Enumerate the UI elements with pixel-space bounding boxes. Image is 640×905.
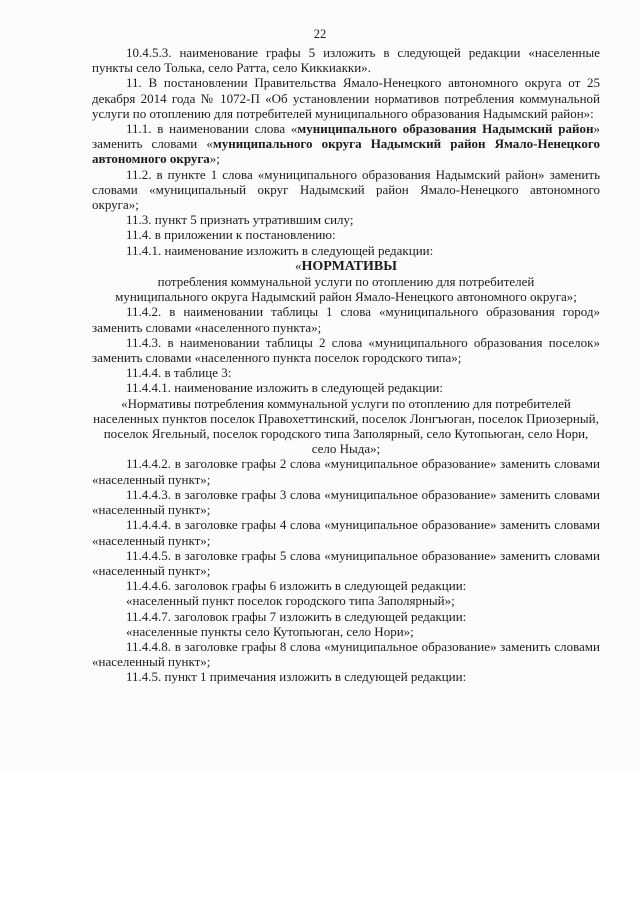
paragraph-11-4-4-5: 11.4.4.5. в заголовке графы 5 слова «муниципальное образование» заменить словами «населенный пункт»;	[92, 547, 600, 578]
paragraph-11-4-3: 11.4.3. в наименовании таблицы 2 слова «муниципального образования поселок» заменить словами «населенного пункта поселок городского типа»;	[92, 334, 600, 366]
paragraph-11: 11. В постановлении Правительства Ямало-Ненецкого автономного округа от 25 декабря 2014 года № 1072-П «Об установлении нормативов потребления коммунальной услуги по отоплению для потребителей муниципального образования Надымский район»:	[92, 75, 600, 121]
paragraph-10-4-5-3: 10.4.5.3. наименование графы 5 изложить в следующей редакции «населенные пункты село Толька, село Ратта, село Киккиакки».	[92, 45, 600, 76]
paragraph-11-4-1: 11.4.1. наименование изложить в следующей редакции:	[126, 242, 434, 258]
paragraph-11-4-4-8: 11.4.4.8. в заголовке графы 8 слова «муниципальное образование» заменить словами «населенный пункт»;	[92, 638, 600, 670]
table3-new-name: «Нормативы потребления коммунальной услуги по отоплению для потребителей населенных пунктов поселок Правохеттинский, поселок Лонгъюган, поселок Приозерный, поселок Ягельный, поселок городского типа Заполярный, село Кутопьюган, село Нори, село Ныда»;	[93, 395, 599, 457]
paragraph-11-4-4: 11.4.4. в таблице 3:	[126, 365, 232, 381]
text-span: »;	[209, 151, 220, 167]
normatives-title	[92, 258, 600, 274]
paragraph-11-1	[92, 121, 600, 167]
paragraph-11-4-4-4: 11.4.4.4. в заголовке графы 4 слова «муниципальное образование» заменить словами «населенный пункт»;	[92, 517, 600, 548]
paragraph-11-4-2: 11.4.2. в наименовании таблицы 1 слова «муниципального образования город» заменить словами «населенного пункта»;	[92, 304, 600, 335]
paragraph-11-4-5: 11.4.5. пункт 1 примечания изложить в следующей редакции:	[126, 669, 467, 685]
text-span: 11.1. в наименовании слова «	[126, 121, 298, 137]
column6-new-heading: «населенный пункт поселок городского типа Заполярный»;	[126, 593, 455, 609]
column7-new-heading: «населенные пункты село Кутопьюган, село Нори»;	[126, 623, 414, 639]
paragraph-11-4-4-1: 11.4.4.1. наименование изложить в следующей редакции:	[126, 380, 443, 396]
paragraph-11-3: 11.3. пункт 5 признать утратившим силу;	[126, 212, 354, 228]
quote-mark: «	[295, 257, 302, 273]
document-body	[92, 45, 600, 685]
text-span: » заменить словами «	[92, 121, 600, 152]
paragraph-11-4-4-7: 11.4.4.7. заголовок графы 7 изложить в следующей редакции:	[126, 608, 467, 624]
paragraph-11-4-4-6: 11.4.4.6. заголовок графы 6 изложить в следующей редакции:	[126, 578, 467, 594]
blank-area	[0, 770, 640, 905]
bold-text: муниципального образования Надымский район	[297, 121, 594, 137]
page-number: 22	[313, 27, 327, 41]
normatives-subtitle: потребления коммунальной услуги по отоплению для потребителей муниципального округа Надымский район Ямало-Ненецкого автономного округа»;	[115, 274, 577, 305]
paragraph-11-4-4-3: 11.4.4.3. в заголовке графы 3 слова «муниципальное образование» заменить словами «населенный пункт»;	[92, 486, 600, 518]
paragraph-11-4: 11.4. в приложении к постановлению:	[126, 227, 336, 243]
paragraph-11-4-4-2: 11.4.4.2. в заголовке графы 2 слова «муниципальное образование» заменить словами «населенный пункт»;	[92, 456, 600, 487]
paragraph-11-2: 11.2. в пункте 1 слова «муниципального образования Надымский район» заменить словами «муниципальный округ Надымский район Ямало-Ненецкого автономного округа»;	[92, 166, 600, 213]
title-text: НОРМАТИВЫ	[301, 258, 397, 274]
bold-text: муниципального округа Надымский район Ямало-Ненецкого автономного округа	[92, 136, 600, 167]
